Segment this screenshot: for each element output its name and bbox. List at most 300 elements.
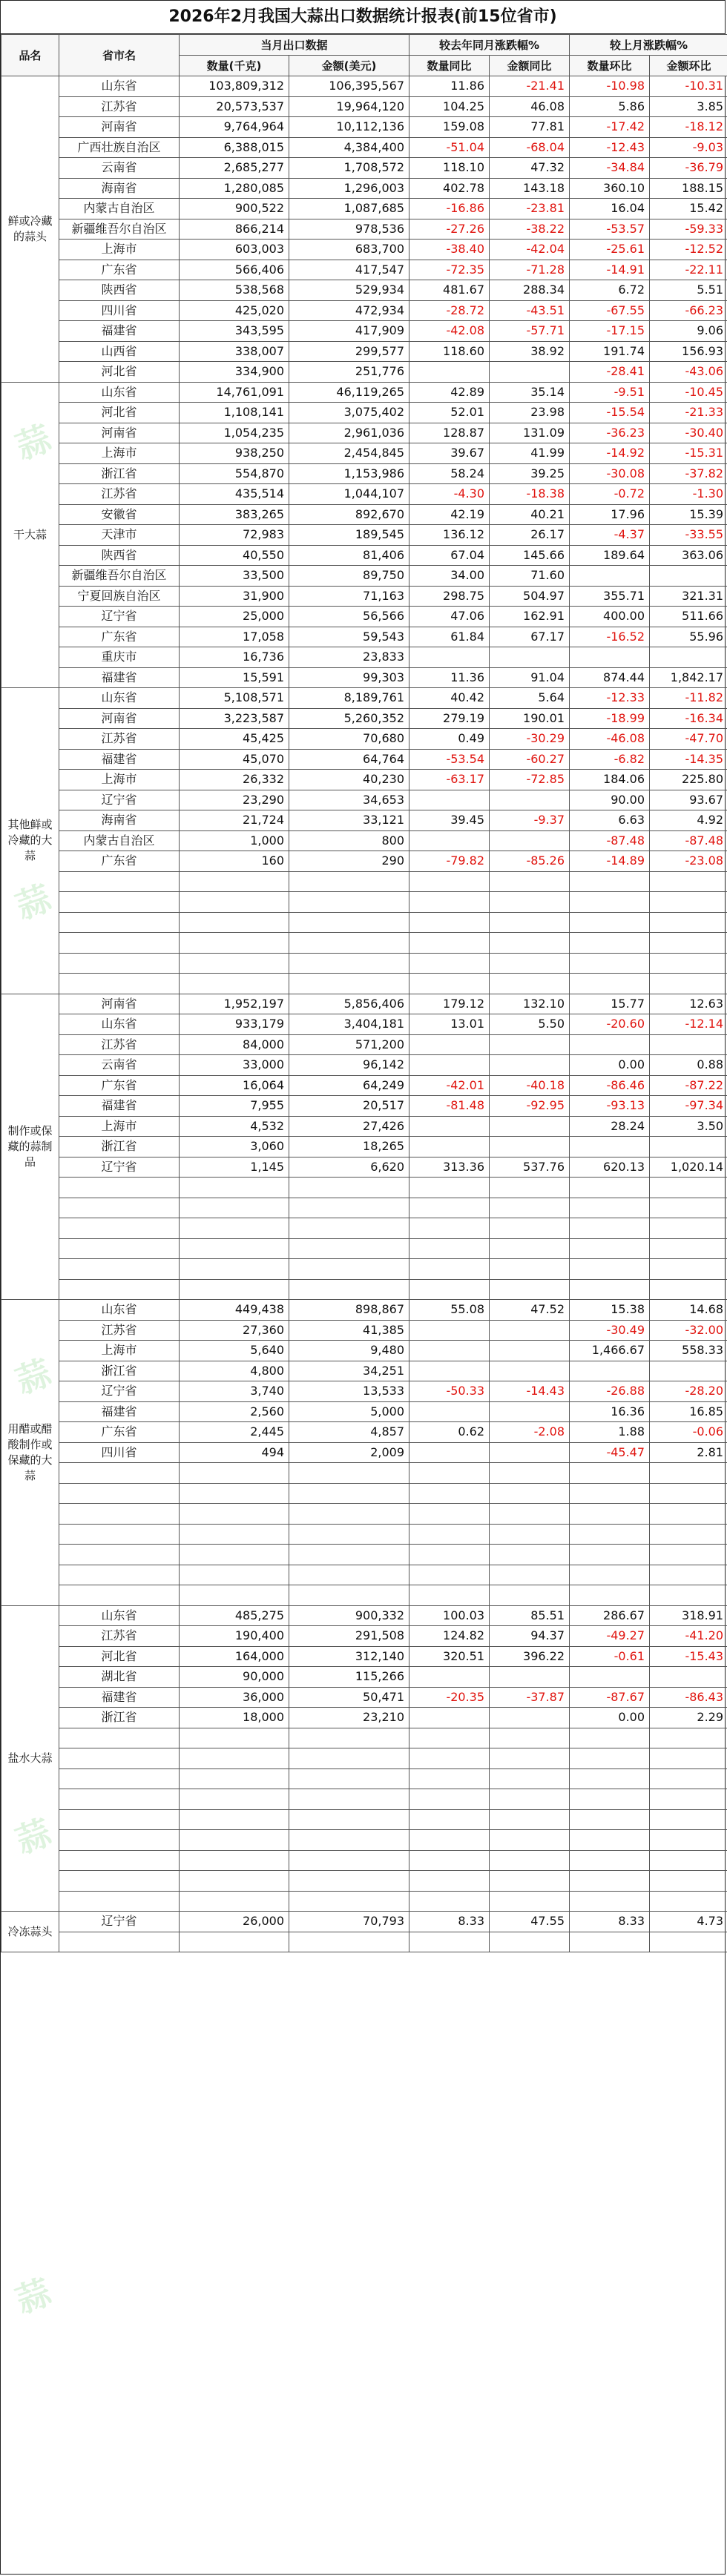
cell-qty-mom — [570, 1218, 650, 1239]
cell-qty — [180, 871, 289, 892]
cell-amt-mom: 511.66 — [650, 607, 727, 627]
cell-qty-yoy — [409, 1504, 490, 1525]
cell-province: 上海市 — [59, 240, 180, 260]
cell-qty-mom — [570, 1585, 650, 1606]
cell-qty-mom — [570, 1667, 650, 1688]
cell-amount: 33,121 — [289, 810, 409, 831]
cell-amount — [289, 1504, 409, 1525]
cell-qty-yoy — [409, 1932, 490, 1952]
cell-amt-yoy: 38.92 — [490, 341, 570, 362]
cell-amt-yoy: 85.51 — [490, 1605, 570, 1626]
cell-amt-mom: 3.50 — [650, 1116, 727, 1137]
cell-qty-mom: 6.63 — [570, 810, 650, 831]
cell-province: 江苏省 — [59, 729, 180, 750]
cell-amt-yoy — [490, 1504, 570, 1525]
table-row — [1, 647, 727, 668]
cell-amount — [289, 1932, 409, 1952]
cell-province: 上海市 — [59, 1116, 180, 1137]
cell-qty: 900,522 — [180, 199, 289, 219]
cell-qty-mom: 400.00 — [570, 607, 650, 627]
table-row-empty — [1, 1789, 727, 1810]
cell-qty-mom — [570, 1748, 650, 1769]
cell-qty-mom: -46.08 — [570, 729, 650, 750]
cell-amt-yoy: -43.51 — [490, 300, 570, 321]
cell-amt-mom: -12.52 — [650, 240, 727, 260]
table-row-empty — [1, 892, 727, 913]
cell-amt-mom: 225.80 — [650, 770, 727, 790]
cell-amt-yoy — [490, 1891, 570, 1912]
cell-amt-yoy — [490, 1034, 570, 1055]
cell-qty-mom — [570, 1545, 650, 1565]
cell-amt-yoy: 77.81 — [490, 117, 570, 138]
cell-qty-mom — [570, 1789, 650, 1810]
cell-amount — [289, 1178, 409, 1198]
table-row — [1, 1320, 727, 1341]
cell-amt-mom: -16.34 — [650, 708, 727, 729]
cell-qty: 72,983 — [180, 525, 289, 546]
cell-qty-yoy: 39.67 — [409, 443, 490, 464]
cell-amt-mom: 5.51 — [650, 280, 727, 301]
cell-province — [59, 1524, 180, 1545]
cell-qty-mom — [570, 1504, 650, 1525]
cell-amt-mom — [650, 1789, 727, 1810]
table-row — [1, 688, 727, 709]
cell-amount: 6,620 — [289, 1157, 409, 1178]
header-province: 省市名 — [59, 35, 180, 76]
cell-amt-mom: -87.22 — [650, 1075, 727, 1096]
cell-amt-mom: -21.33 — [650, 403, 727, 423]
cell-qty-mom: -45.47 — [570, 1442, 650, 1463]
cell-province — [59, 892, 180, 913]
table-row — [1, 1055, 727, 1076]
cell-amount: 1,044,107 — [289, 484, 409, 505]
cell-qty-mom — [570, 1259, 650, 1280]
cell-amt-yoy: 47.52 — [490, 1300, 570, 1321]
table-row-empty — [1, 912, 727, 933]
cell-amt-mom: -30.40 — [650, 423, 727, 443]
cell-qty: 538,568 — [180, 280, 289, 301]
cell-amount — [289, 974, 409, 994]
cell-qty — [180, 1565, 289, 1585]
watermark-glyph: 蒜 — [10, 1352, 56, 1402]
table-row-empty — [1, 1218, 727, 1239]
cell-province — [59, 933, 180, 954]
cell-qty-yoy: 298.75 — [409, 586, 490, 607]
cell-qty: 40,550 — [180, 545, 289, 566]
cell-qty: 933,179 — [180, 1014, 289, 1035]
cell-province: 浙江省 — [59, 1137, 180, 1157]
cell-amt-yoy: 47.32 — [490, 158, 570, 179]
cell-amt-yoy: 504.97 — [490, 586, 570, 607]
table-row — [1, 667, 727, 688]
cell-qty-yoy: 481.67 — [409, 280, 490, 301]
cell-amt-yoy — [490, 1137, 570, 1157]
cell-qty — [180, 1198, 289, 1218]
cell-qty-yoy: 104.25 — [409, 96, 490, 117]
cell-qty: 14,761,091 — [180, 382, 289, 403]
cell-amount — [289, 1218, 409, 1239]
cell-amt-mom: 4.73 — [650, 1912, 727, 1932]
category-label: 鲜或冷藏的蒜头 — [1, 76, 59, 383]
cell-amt-mom: -43.06 — [650, 362, 727, 383]
table-row — [1, 403, 727, 423]
cell-qty-yoy: 39.45 — [409, 810, 490, 831]
cell-qty-mom — [570, 1728, 650, 1748]
cell-province — [59, 1545, 180, 1565]
cell-qty-mom — [570, 1238, 650, 1259]
cell-qty: 343,595 — [180, 321, 289, 342]
table-row-empty — [1, 1748, 727, 1769]
cell-qty-yoy — [409, 953, 490, 974]
cell-amt-mom: -0.06 — [650, 1422, 727, 1443]
table-row — [1, 1605, 727, 1626]
cell-amt-mom — [650, 1483, 727, 1504]
table-row — [1, 729, 727, 750]
cell-qty-yoy: 124.82 — [409, 1626, 490, 1647]
table-row — [1, 607, 727, 627]
header-yoy-group: 较去年同月涨跌幅% — [409, 35, 570, 56]
cell-amt-yoy — [490, 871, 570, 892]
cell-amt-yoy — [490, 1178, 570, 1198]
cell-qty-yoy: 11.36 — [409, 667, 490, 688]
export-table — [1, 34, 727, 1952]
cell-qty-yoy: 52.01 — [409, 403, 490, 423]
cell-amount: 2,454,845 — [289, 443, 409, 464]
cell-qty-yoy — [409, 1198, 490, 1218]
cell-amt-mom: -18.12 — [650, 117, 727, 138]
cell-amt-mom — [650, 871, 727, 892]
cell-amt-mom — [650, 566, 727, 587]
cell-qty: 45,425 — [180, 729, 289, 750]
cell-qty-mom — [570, 1483, 650, 1504]
cell-amount — [289, 1545, 409, 1565]
cell-qty-mom: -12.43 — [570, 137, 650, 158]
table-row — [1, 525, 727, 546]
cell-amt-yoy: -9.37 — [490, 810, 570, 831]
cell-qty-mom: 1.88 — [570, 1422, 650, 1443]
cell-amt-yoy: -92.95 — [490, 1096, 570, 1117]
cell-qty-mom: 0.00 — [570, 1708, 650, 1728]
cell-qty-yoy: 118.10 — [409, 158, 490, 179]
cell-province: 上海市 — [59, 1341, 180, 1361]
cell-qty-yoy — [409, 1667, 490, 1688]
cell-amount — [289, 1768, 409, 1789]
table-row — [1, 280, 727, 301]
cell-amt-mom — [650, 1565, 727, 1585]
cell-qty-yoy — [409, 933, 490, 954]
cell-amt-mom — [650, 1768, 727, 1789]
table-row — [1, 1667, 727, 1688]
cell-qty-yoy — [409, 1565, 490, 1585]
cell-province: 浙江省 — [59, 463, 180, 484]
cell-amt-yoy: -2.08 — [490, 1422, 570, 1443]
cell-qty: 5,640 — [180, 1341, 289, 1361]
cell-province: 山东省 — [59, 1605, 180, 1626]
cell-amt-mom — [650, 912, 727, 933]
cell-province: 上海市 — [59, 443, 180, 464]
cell-qty-mom: -9.51 — [570, 382, 650, 403]
cell-amt-yoy — [490, 1320, 570, 1341]
cell-amount — [289, 1198, 409, 1218]
cell-amount: 70,793 — [289, 1912, 409, 1932]
cell-amt-mom: -14.35 — [650, 749, 727, 770]
cell-amount: 299,577 — [289, 341, 409, 362]
cell-province — [59, 912, 180, 933]
cell-amt-yoy: -23.81 — [490, 199, 570, 219]
cell-province: 河南省 — [59, 994, 180, 1014]
category-label: 制作或保藏的蒜制品 — [1, 994, 59, 1300]
cell-province: 山东省 — [59, 1300, 180, 1321]
cell-amount: 251,776 — [289, 362, 409, 383]
cell-qty-yoy: 40.42 — [409, 688, 490, 709]
cell-amount: 34,653 — [289, 790, 409, 810]
cell-amount: 1,708,572 — [289, 158, 409, 179]
table-row — [1, 300, 727, 321]
cell-amt-yoy — [490, 362, 570, 383]
cell-amt-mom: 363.06 — [650, 545, 727, 566]
cell-qty: 9,764,964 — [180, 117, 289, 138]
table-row — [1, 260, 727, 280]
cell-qty-yoy — [409, 362, 490, 383]
cell-amt-yoy: 131.09 — [490, 423, 570, 443]
cell-amt-yoy: 396.22 — [490, 1646, 570, 1667]
cell-amt-mom: 2.29 — [650, 1708, 727, 1728]
cell-qty: 1,952,197 — [180, 994, 289, 1014]
cell-qty-mom: 8.33 — [570, 1912, 650, 1932]
cell-qty-mom: -0.61 — [570, 1646, 650, 1667]
cell-qty — [180, 1891, 289, 1912]
cell-province — [59, 1259, 180, 1280]
cell-qty: 15,591 — [180, 667, 289, 688]
header-qty-yoy: 数量同比 — [409, 56, 490, 76]
cell-qty: 26,332 — [180, 770, 289, 790]
cell-amt-yoy: 288.34 — [490, 280, 570, 301]
cell-qty-yoy: 8.33 — [409, 1912, 490, 1932]
watermark-glyph: 蒜 — [10, 1812, 56, 1862]
table-row-empty — [1, 974, 727, 994]
cell-amount: 4,384,400 — [289, 137, 409, 158]
cell-amt-yoy: 67.17 — [490, 627, 570, 647]
cell-amt-mom: -10.31 — [650, 76, 727, 97]
cell-amt-yoy: 23.98 — [490, 403, 570, 423]
cell-qty-mom — [570, 1809, 650, 1830]
cell-qty-mom — [570, 1198, 650, 1218]
cell-province — [59, 1483, 180, 1504]
cell-amt-yoy — [490, 974, 570, 994]
cell-qty-mom — [570, 912, 650, 933]
cell-amt-yoy: -72.85 — [490, 770, 570, 790]
cell-amount: 417,547 — [289, 260, 409, 280]
cell-qty-yoy — [409, 1463, 490, 1484]
cell-province — [59, 1565, 180, 1585]
cell-qty — [180, 1830, 289, 1851]
cell-qty-mom — [570, 1361, 650, 1381]
table-row-empty — [1, 1891, 727, 1912]
table-row — [1, 1442, 727, 1463]
cell-amt-mom: 0.88 — [650, 1055, 727, 1076]
cell-qty: 4,532 — [180, 1116, 289, 1137]
cell-qty-yoy — [409, 1524, 490, 1545]
cell-qty-mom: -15.54 — [570, 403, 650, 423]
table-row-empty — [1, 1871, 727, 1892]
cell-amt-yoy: -60.27 — [490, 749, 570, 770]
header-current-month: 当月出口数据 — [180, 35, 409, 56]
cell-province: 广西壮族自治区 — [59, 137, 180, 158]
cell-qty-mom: -30.08 — [570, 463, 650, 484]
cell-amt-yoy — [490, 1361, 570, 1381]
cell-amt-yoy: -57.71 — [490, 321, 570, 342]
cell-amount: 50,471 — [289, 1687, 409, 1708]
cell-amt-yoy: 91.04 — [490, 667, 570, 688]
cell-province: 江苏省 — [59, 484, 180, 505]
cell-qty-yoy: 279.19 — [409, 708, 490, 729]
cell-qty: 1,000 — [180, 830, 289, 851]
table-row-empty — [1, 1483, 727, 1504]
cell-amount: 898,867 — [289, 1300, 409, 1321]
table-row — [1, 566, 727, 587]
cell-amt-mom: 558.33 — [650, 1341, 727, 1361]
cell-amount — [289, 1891, 409, 1912]
cell-province — [59, 871, 180, 892]
cell-amt-mom — [650, 1198, 727, 1218]
cell-qty-yoy — [409, 1871, 490, 1892]
category-label: 盐水大蒜 — [1, 1605, 59, 1912]
table-row-empty — [1, 1545, 727, 1565]
cell-qty-yoy: 0.49 — [409, 729, 490, 750]
table-row — [1, 504, 727, 525]
cell-amount — [289, 1463, 409, 1484]
cell-qty-yoy — [409, 1259, 490, 1280]
cell-amt-mom: 4.92 — [650, 810, 727, 831]
cell-province: 广东省 — [59, 1422, 180, 1443]
cell-amount: 106,395,567 — [289, 76, 409, 97]
cell-amount: 4,857 — [289, 1422, 409, 1443]
cell-amt-yoy — [490, 1279, 570, 1300]
category-label: 冷冻蒜头 — [1, 1912, 59, 1952]
table-row — [1, 1137, 727, 1157]
cell-qty: 2,685,277 — [180, 158, 289, 179]
table-row-empty — [1, 1768, 727, 1789]
cell-province: 福建省 — [59, 667, 180, 688]
cell-qty-yoy — [409, 830, 490, 851]
cell-amount: 18,265 — [289, 1137, 409, 1157]
cell-qty — [180, 912, 289, 933]
cell-amt-yoy: 190.01 — [490, 708, 570, 729]
cell-amt-yoy — [490, 1871, 570, 1892]
cell-amt-yoy — [490, 1667, 570, 1688]
cell-qty-yoy — [409, 1768, 490, 1789]
cell-province: 天津市 — [59, 525, 180, 546]
cell-amt-mom: 55.96 — [650, 627, 727, 647]
cell-amt-yoy — [490, 1830, 570, 1851]
cell-amt-mom — [650, 974, 727, 994]
cell-province: 河南省 — [59, 117, 180, 138]
cell-amount: 1,296,003 — [289, 178, 409, 199]
cell-province — [59, 1279, 180, 1300]
cell-qty: 866,214 — [180, 219, 289, 240]
cell-qty-yoy — [409, 912, 490, 933]
cell-amt-mom — [650, 1137, 727, 1157]
cell-qty: 190,400 — [180, 1626, 289, 1647]
table-row — [1, 810, 727, 831]
cell-qty: 25,000 — [180, 607, 289, 627]
table-row — [1, 1361, 727, 1381]
cell-qty-mom: -34.84 — [570, 158, 650, 179]
cell-qty-mom: -28.41 — [570, 362, 650, 383]
table-row — [1, 545, 727, 566]
cell-amt-yoy — [490, 1768, 570, 1789]
cell-qty-yoy — [409, 1055, 490, 1076]
cell-qty-yoy: 42.89 — [409, 382, 490, 403]
cell-amount — [289, 912, 409, 933]
cell-qty: 5,108,571 — [180, 688, 289, 709]
cell-province — [59, 953, 180, 974]
cell-qty-yoy: -16.86 — [409, 199, 490, 219]
cell-qty-yoy: -79.82 — [409, 851, 490, 872]
cell-qty — [180, 1463, 289, 1484]
cell-qty: 23,290 — [180, 790, 289, 810]
cell-amt-yoy: -42.04 — [490, 240, 570, 260]
cell-qty — [180, 1218, 289, 1239]
cell-amount: 9,480 — [289, 1341, 409, 1361]
cell-amt-mom: -47.70 — [650, 729, 727, 750]
cell-qty: 566,406 — [180, 260, 289, 280]
cell-amt-yoy: 39.25 — [490, 463, 570, 484]
cell-amt-mom: -12.14 — [650, 1014, 727, 1035]
cell-qty-mom: 90.00 — [570, 790, 650, 810]
cell-amount: 3,404,181 — [289, 1014, 409, 1035]
cell-qty-mom — [570, 1137, 650, 1157]
cell-amt-mom: -97.34 — [650, 1096, 727, 1117]
cell-amt-mom: -41.20 — [650, 1626, 727, 1647]
cell-qty-yoy: 13.01 — [409, 1014, 490, 1035]
table-row — [1, 1157, 727, 1178]
table-row — [1, 1341, 727, 1361]
cell-province: 四川省 — [59, 300, 180, 321]
category-label: 其他鲜或冷藏的大蒜 — [1, 688, 59, 994]
cell-qty-yoy: -42.01 — [409, 1075, 490, 1096]
cell-province: 陕西省 — [59, 545, 180, 566]
cell-province: 新疆维吾尔自治区 — [59, 219, 180, 240]
table-row — [1, 1075, 727, 1096]
table-row — [1, 178, 727, 199]
cell-amt-mom: -32.00 — [650, 1320, 727, 1341]
cell-province: 安徽省 — [59, 504, 180, 525]
cell-province: 陕西省 — [59, 280, 180, 301]
cell-amount: 23,210 — [289, 1708, 409, 1728]
table-row — [1, 1626, 727, 1647]
table-row-empty — [1, 1809, 727, 1830]
cell-province: 宁夏回族自治区 — [59, 586, 180, 607]
cell-qty — [180, 974, 289, 994]
cell-qty: 84,000 — [180, 1034, 289, 1055]
cell-province — [59, 1198, 180, 1218]
table-row — [1, 96, 727, 117]
table-row — [1, 1422, 727, 1443]
cell-qty — [180, 1259, 289, 1280]
cell-amount: 3,075,402 — [289, 403, 409, 423]
cell-amt-mom — [650, 1034, 727, 1055]
cell-qty-yoy: 47.06 — [409, 607, 490, 627]
watermark-glyph: 蒜 — [10, 2271, 56, 2322]
cell-qty: 6,388,015 — [180, 137, 289, 158]
cell-amt-mom: -87.48 — [650, 830, 727, 851]
cell-amt-mom — [650, 1728, 727, 1748]
cell-qty: 26,000 — [180, 1912, 289, 1932]
cell-qty: 27,360 — [180, 1320, 289, 1341]
cell-province — [59, 1504, 180, 1525]
cell-province: 重庆市 — [59, 647, 180, 668]
